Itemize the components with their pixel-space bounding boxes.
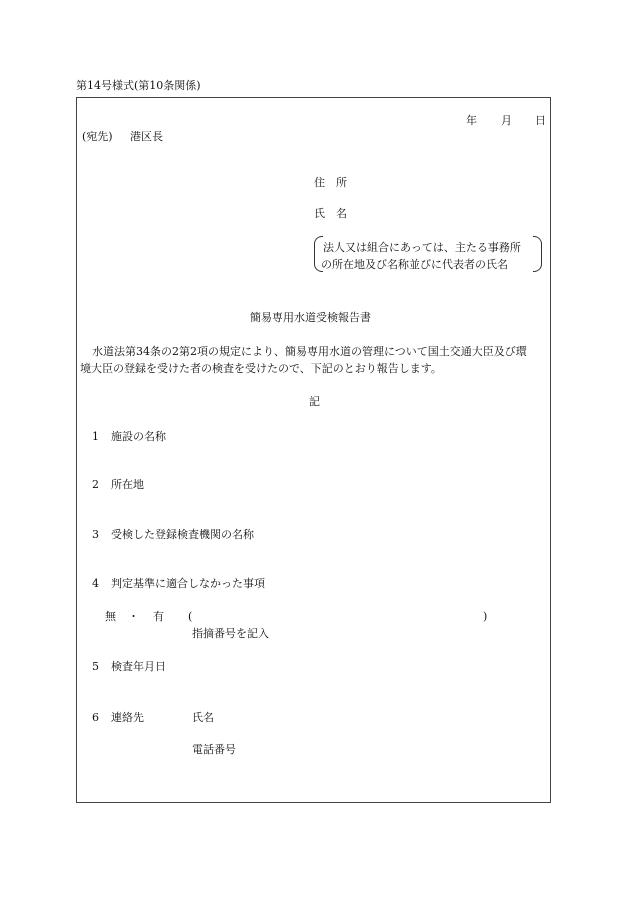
item4-open-paren: ( <box>188 610 193 623</box>
item4-close-paren: ) <box>483 610 488 623</box>
date-day: 日 <box>535 114 546 127</box>
date-month: 月 <box>501 114 512 127</box>
item-5-label: 検査年月日 <box>111 660 166 673</box>
item-2-label: 所在地 <box>111 478 144 491</box>
item-1-number: 1 <box>92 430 99 443</box>
corporate-note <box>314 236 542 272</box>
name-label: 氏 名 <box>314 207 347 220</box>
ki-heading: 記 <box>309 395 320 408</box>
item-4-label: 判定基準に適合しなかった事項 <box>111 577 265 590</box>
address-label: 住 所 <box>314 176 347 189</box>
corporate-note-line1: 法人又は組合にあっては、主たる事務所 <box>323 241 521 254</box>
addressee-name: 港区長 <box>130 130 163 143</box>
item-2-number: 2 <box>92 478 99 491</box>
item-3-label: 受検した登録検査機関の名称 <box>111 528 254 541</box>
addressee-label: (宛先) <box>82 130 113 143</box>
corporate-note-line2: の所在地及び名称並びに代表者の氏名 <box>321 258 508 271</box>
item4-note: 指摘番号を記入 <box>192 627 269 640</box>
item4-none: 無 <box>105 610 116 623</box>
item4-yes: 有 <box>153 610 164 623</box>
item-6-number: 6 <box>92 711 99 724</box>
form-id: 第14号様式(第10条関係) <box>76 79 201 92</box>
item-3-number: 3 <box>92 528 99 541</box>
item-6-label: 連絡先 <box>111 711 144 724</box>
date-year: 年 <box>466 114 477 127</box>
item-4-number: 4 <box>92 577 99 590</box>
body-line-2: 境大臣の登録を受けた者の検査を受けたので、下記のとおり報告します。 <box>80 362 442 375</box>
contact-phone-label: 電話番号 <box>192 743 236 756</box>
item4-dot: ・ <box>128 610 139 623</box>
document-title: 簡易専用水道受検報告書 <box>250 311 371 324</box>
item-1-label: 施設の名称 <box>111 430 166 443</box>
body-line-1: 水道法第34条の2第2項の規定により、簡易専用水道の管理について国土交通大臣及び環 <box>92 345 527 358</box>
item-5-number: 5 <box>92 660 99 673</box>
contact-name-label: 氏名 <box>192 711 214 724</box>
form-frame <box>76 97 551 803</box>
